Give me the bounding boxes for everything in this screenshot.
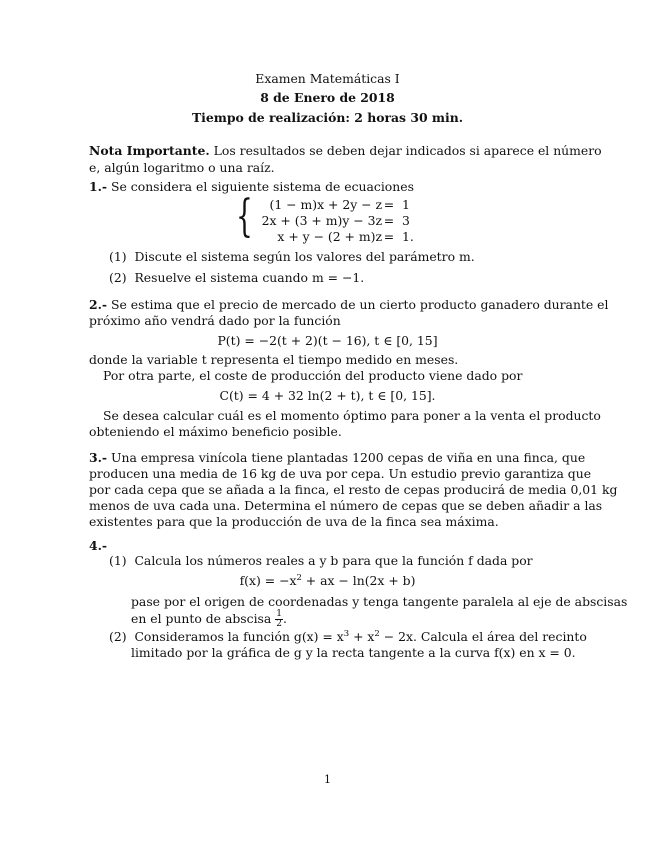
formula-f-rhs: + ax − ln(2x + b) — [301, 573, 416, 588]
note-line-2: e, algún logaritmo o una raíz. — [89, 160, 275, 175]
q4-item-1-line-3-text: en el punto de abscisa — [131, 611, 272, 626]
q2-line-5: Se desea calcular cuál es el momento óptimo para poner a la venta el producto — [103, 408, 601, 423]
fraction-denominator: 2 — [276, 619, 282, 629]
q1-item-1 — [109, 249, 475, 264]
system-brace: { — [236, 191, 253, 242]
system-lhs: x + y − (2 + m)z — [277, 229, 382, 244]
q4-item-1-line-1 — [109, 553, 533, 568]
q2-line-4: Por otra parte, el coste de producción del producto viene dado por — [103, 368, 523, 383]
fraction-one-half — [275, 610, 283, 629]
system-lhs: 2x + (3 + m)y − 3z — [261, 213, 382, 228]
exam-title: Examen Matemáticas I — [255, 71, 400, 86]
q1-item-label: (2) — [109, 270, 127, 285]
q4-item-label: (1) — [109, 553, 127, 568]
q4-item-1-line-2: pase por el origen de coordenadas y tenga tangente paralela al eje de abscisas — [131, 594, 628, 609]
system-eq: = — [383, 229, 395, 244]
system-rhs: 3 — [402, 213, 410, 228]
system-row — [254, 197, 434, 212]
q3-line-3: por cada cepa que se añada a la finca, el resto de cepas producirá de media 0,01 kg — [89, 482, 618, 497]
q4-formula-f — [0, 573, 655, 588]
q4-item-1-text: Calcula los números reales a y b para que la función f dada por — [134, 553, 533, 568]
q3-number: 3.- — [89, 450, 108, 465]
q2-formula-cost: C(t) = 4 + 32 ln(2 + t), t ∈ [0, 15]. — [219, 388, 436, 403]
formula-f-exp: 2 — [296, 572, 302, 583]
q2-line-2: próximo año vendrá dado por la función — [89, 313, 341, 328]
q1-item-2 — [109, 270, 364, 285]
q2-line-1-text: Se estima que el precio de mercado de un cierto producto ganadero durante el — [111, 297, 609, 312]
exp-3: 3 — [343, 628, 350, 639]
q2-formula-price: P(t) = −2(t + 2)(t − 16), t ∈ [0, 15] — [217, 333, 438, 348]
q1-equation-system — [236, 191, 426, 244]
q1-number: 1.- — [89, 179, 108, 194]
formula-f-lhs: f(x) = −x — [239, 573, 297, 588]
q4-item-2-text-c: − 2x. Calcula el área del recinto — [379, 629, 587, 644]
q2-line-1 — [89, 297, 608, 312]
q4-item-label: (2) — [109, 629, 127, 644]
q3-line-4: menos de uva cada una. Determina el número de cepas que se deben añadir a las — [89, 498, 603, 513]
system-lhs: (1 − m)x + 2y − z — [269, 197, 382, 212]
q1-intro-text: Se considera el siguiente sistema de ecuaciones — [111, 179, 414, 194]
note-text: Los resultados se deben dejar indicados si aparece el número — [213, 143, 602, 158]
exp-2: 2 — [374, 628, 380, 639]
q3-line-2: producen una media de 16 kg de uva por cepa. Un estudio previo garantiza que — [89, 466, 592, 481]
system-row — [254, 229, 434, 244]
q3-line-1 — [89, 450, 585, 465]
q4-number: 4.- — [89, 538, 108, 553]
page-number: 1 — [324, 773, 331, 786]
note-label: Nota Importante. — [89, 143, 210, 158]
q1-item-label: (1) — [109, 249, 127, 264]
q1-item-text: Discute el sistema según los valores del parámetro m. — [134, 249, 475, 264]
q2-line-3: donde la variable t representa el tiempo medido en meses. — [89, 352, 459, 367]
system-rhs: 1 — [402, 197, 410, 212]
q4-item-2-line-2: limitado por la gráfica de g y la recta tangente a la curva f(x) en x = 0. — [131, 645, 576, 660]
fraction-numerator: 1 — [276, 609, 282, 619]
q4-item-1-line-3-end: . — [282, 611, 287, 626]
q4-item-2-text-a: Consideramos la función g(x) = x — [134, 629, 344, 644]
note-line-1 — [89, 143, 602, 158]
q3-line-5: existentes para que la producción de uva de la finca sea máxima. — [89, 514, 499, 529]
q4-item-1-line-3 — [131, 610, 287, 629]
q2-line-6: obteniendo el máximo beneficio posible. — [89, 424, 342, 439]
q4-item-2-line-1 — [109, 629, 587, 644]
exam-date: 8 de Enero de 2018 — [260, 90, 395, 105]
q4-item-2-text-b: + x — [349, 629, 375, 644]
system-eq: = — [383, 213, 395, 228]
q3-line-1-text: Una empresa vinícola tiene plantadas 1200 cepas de viña en una finca, que — [111, 450, 586, 465]
q2-number: 2.- — [89, 297, 108, 312]
q1-item-text: Resuelve el sistema cuando m = −1. — [134, 270, 365, 285]
system-rhs: 1. — [402, 229, 414, 244]
system-eq: = — [383, 197, 395, 212]
system-row — [254, 213, 434, 228]
exam-duration: Tiempo de realización: 2 horas 30 min. — [191, 110, 464, 125]
